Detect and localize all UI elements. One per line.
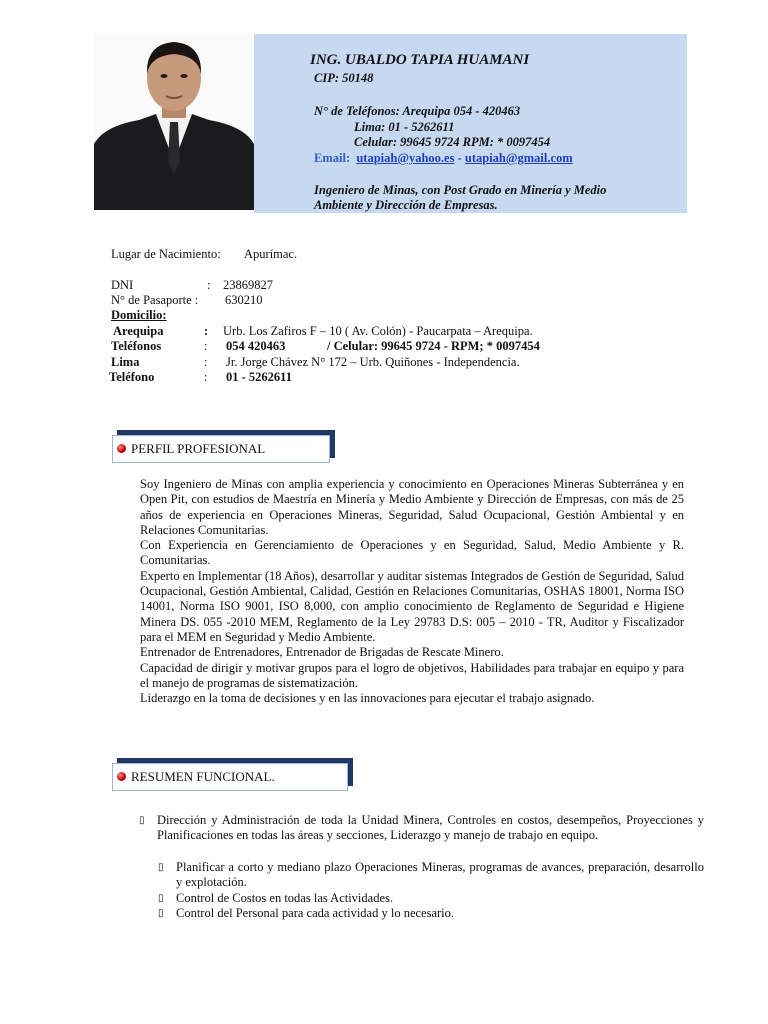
section-heading-resumen — [112, 763, 348, 791]
email-label: Email: — [314, 151, 351, 165]
cip-number: CIP: 50148 — [314, 71, 374, 85]
perfil-paragraph: Entrenador de Entrenadores, Entrenador de Brigadas de Rescate Minero. — [140, 645, 504, 660]
list-item — [139, 813, 704, 844]
email-link-yahoo[interactable]: utapiah@yahoo.es — [356, 151, 455, 165]
red-bullet-icon — [117, 772, 126, 781]
email-separator: - — [454, 151, 465, 165]
list-item — [158, 890, 704, 906]
list-item-text: Control de Costos en todas las Actividades. — [176, 890, 393, 905]
bullet-icon: ▯ — [139, 815, 145, 826]
email-line — [314, 151, 573, 166]
perfil-paragraph: Liderazgo en la toma de decisiones y en las innovaciones para ejecutar el trabajo asignado. — [140, 691, 595, 706]
phones-value: 054 420463 — [226, 339, 286, 353]
section-title: RESUMEN FUNCIONAL. — [131, 769, 275, 784]
lima-label: Lima — [111, 355, 140, 369]
phones-arequipa: N° de Teléfonos: Arequipa 054 - 420463 — [314, 104, 521, 118]
phone-separator: : — [204, 370, 208, 384]
list-item-text: Dirección y Administración de toda la Unidad Minera, Controles en costos, desempeños, Proyecciones y Planificaciones en todas las áreas y secciones, Liderazgo y manejo de trabajo en equipo. — [157, 813, 704, 843]
phones-separator: : — [204, 339, 208, 353]
section-title: PERFIL PROFESIONAL — [131, 441, 266, 456]
phone-label: Teléfono — [109, 370, 155, 384]
email-link-gmail[interactable]: utapiah@gmail.com — [464, 151, 573, 165]
domicile-label: Domicilio: — [111, 308, 167, 322]
passport-label: N° de Pasaporte : — [111, 293, 199, 307]
passport-value: 630210 — [225, 293, 263, 307]
dni-separator: : — [207, 278, 211, 292]
bullet-icon: ▯ — [158, 892, 164, 904]
profile-photo — [94, 34, 254, 210]
perfil-paragraph: Capacidad de dirigir y motivar grupos para el logro de objetivos, Habilidades para trabajar en equipo y para el manejo de programas de sistematización. — [140, 660, 684, 690]
list-item-text: Control del Personal para cada actividad y lo necesario. — [176, 905, 455, 920]
bullet-icon: ▯ — [158, 862, 164, 873]
arequipa-separator: : — [204, 324, 209, 338]
person-portrait-icon — [94, 34, 254, 210]
list-item-text: Planificar a corto y mediano plazo Operaciones Mineras, programas de avances, preparación, desarrollo y explotación. — [176, 860, 704, 890]
lima-separator: : — [204, 355, 208, 369]
phone-value: 01 - 5262611 — [226, 370, 292, 384]
phones-cell: / Celular: 99645 9724 - RPM; * 0097454 — [327, 339, 540, 353]
profession-line-2: Ambiente y Dirección de Empresas. — [314, 198, 498, 212]
resumen-list — [139, 813, 704, 844]
bullet-icon: ▯ — [158, 907, 164, 919]
phones-label: Teléfonos — [111, 339, 162, 353]
birthplace-value: Apurímac. — [244, 247, 298, 261]
perfil-paragraph: Experto en Implementar (18 Años), desarrollar y auditar sistemas Integrados de Gestión de Seguridad, Salud Ocupacional, Gestión Ambiental, Calidad, Gestión en Relaciones Comunitarias, OSHAS 18001, Norma ISO 14001, Norma ISO 9001, ISO 8,000, con amplio conocimiento de Reglamento de Seguridad e Higiene Minera DS. 055 -2010 MEM, Reglamento de la Ley 29783 D.S: 005 – 2010 - TR, Auditor y Fiscalizador para el MEM en Seguridad y Medio Ambiente. — [140, 568, 684, 644]
dni-label: DNI — [111, 278, 134, 292]
phone-lima: Lima: 01 - 5262611 — [354, 120, 455, 134]
perfil-paragraphs — [140, 477, 684, 706]
candidate-name: ING. UBALDO TAPIA HUAMANI — [310, 52, 530, 68]
arequipa-address: Urb. Los Zafiros F – 10 ( Av. Colón) - Paucarpata – Arequipa. — [223, 324, 533, 338]
perfil-paragraph: Con Experiencia en Gerenciamiento de Operaciones y en Seguridad, Salud, Medio Ambiente y R. Comunitarias. — [140, 538, 684, 568]
dni-value: 23869827 — [223, 278, 273, 292]
lima-address: Jr. Jorge Chávez N° 172 – Urb. Quiñones - Independencia. — [226, 355, 520, 369]
list-item — [158, 905, 704, 921]
list-item — [158, 860, 704, 891]
resumen-sublist — [158, 860, 704, 921]
cell-rpm: Celular: 99645 9724 RPM: * 0097454 — [354, 135, 551, 149]
arequipa-label: Arequipa — [113, 324, 164, 338]
perfil-paragraph: Soy Ingeniero de Minas con amplia experiencia y conocimiento en Operaciones Mineras Subterránea y en Open Pit, con estudios de Maestría en Minería y Medio Ambiente y Dirección de Empresas, con más de 25 años de experiencia en Operaciones Mineras, Seguridad, Salud Ocupacional, Gestión Ambiental y en Relaciones Comunitarias. — [140, 477, 684, 537]
red-bullet-icon — [117, 444, 126, 453]
birthplace-label: Lugar de Nacimiento: — [111, 247, 221, 261]
section-heading-perfil — [112, 435, 330, 463]
profession-line-1: Ingeniero de Minas, con Post Grado en Minería y Medio — [314, 183, 607, 197]
